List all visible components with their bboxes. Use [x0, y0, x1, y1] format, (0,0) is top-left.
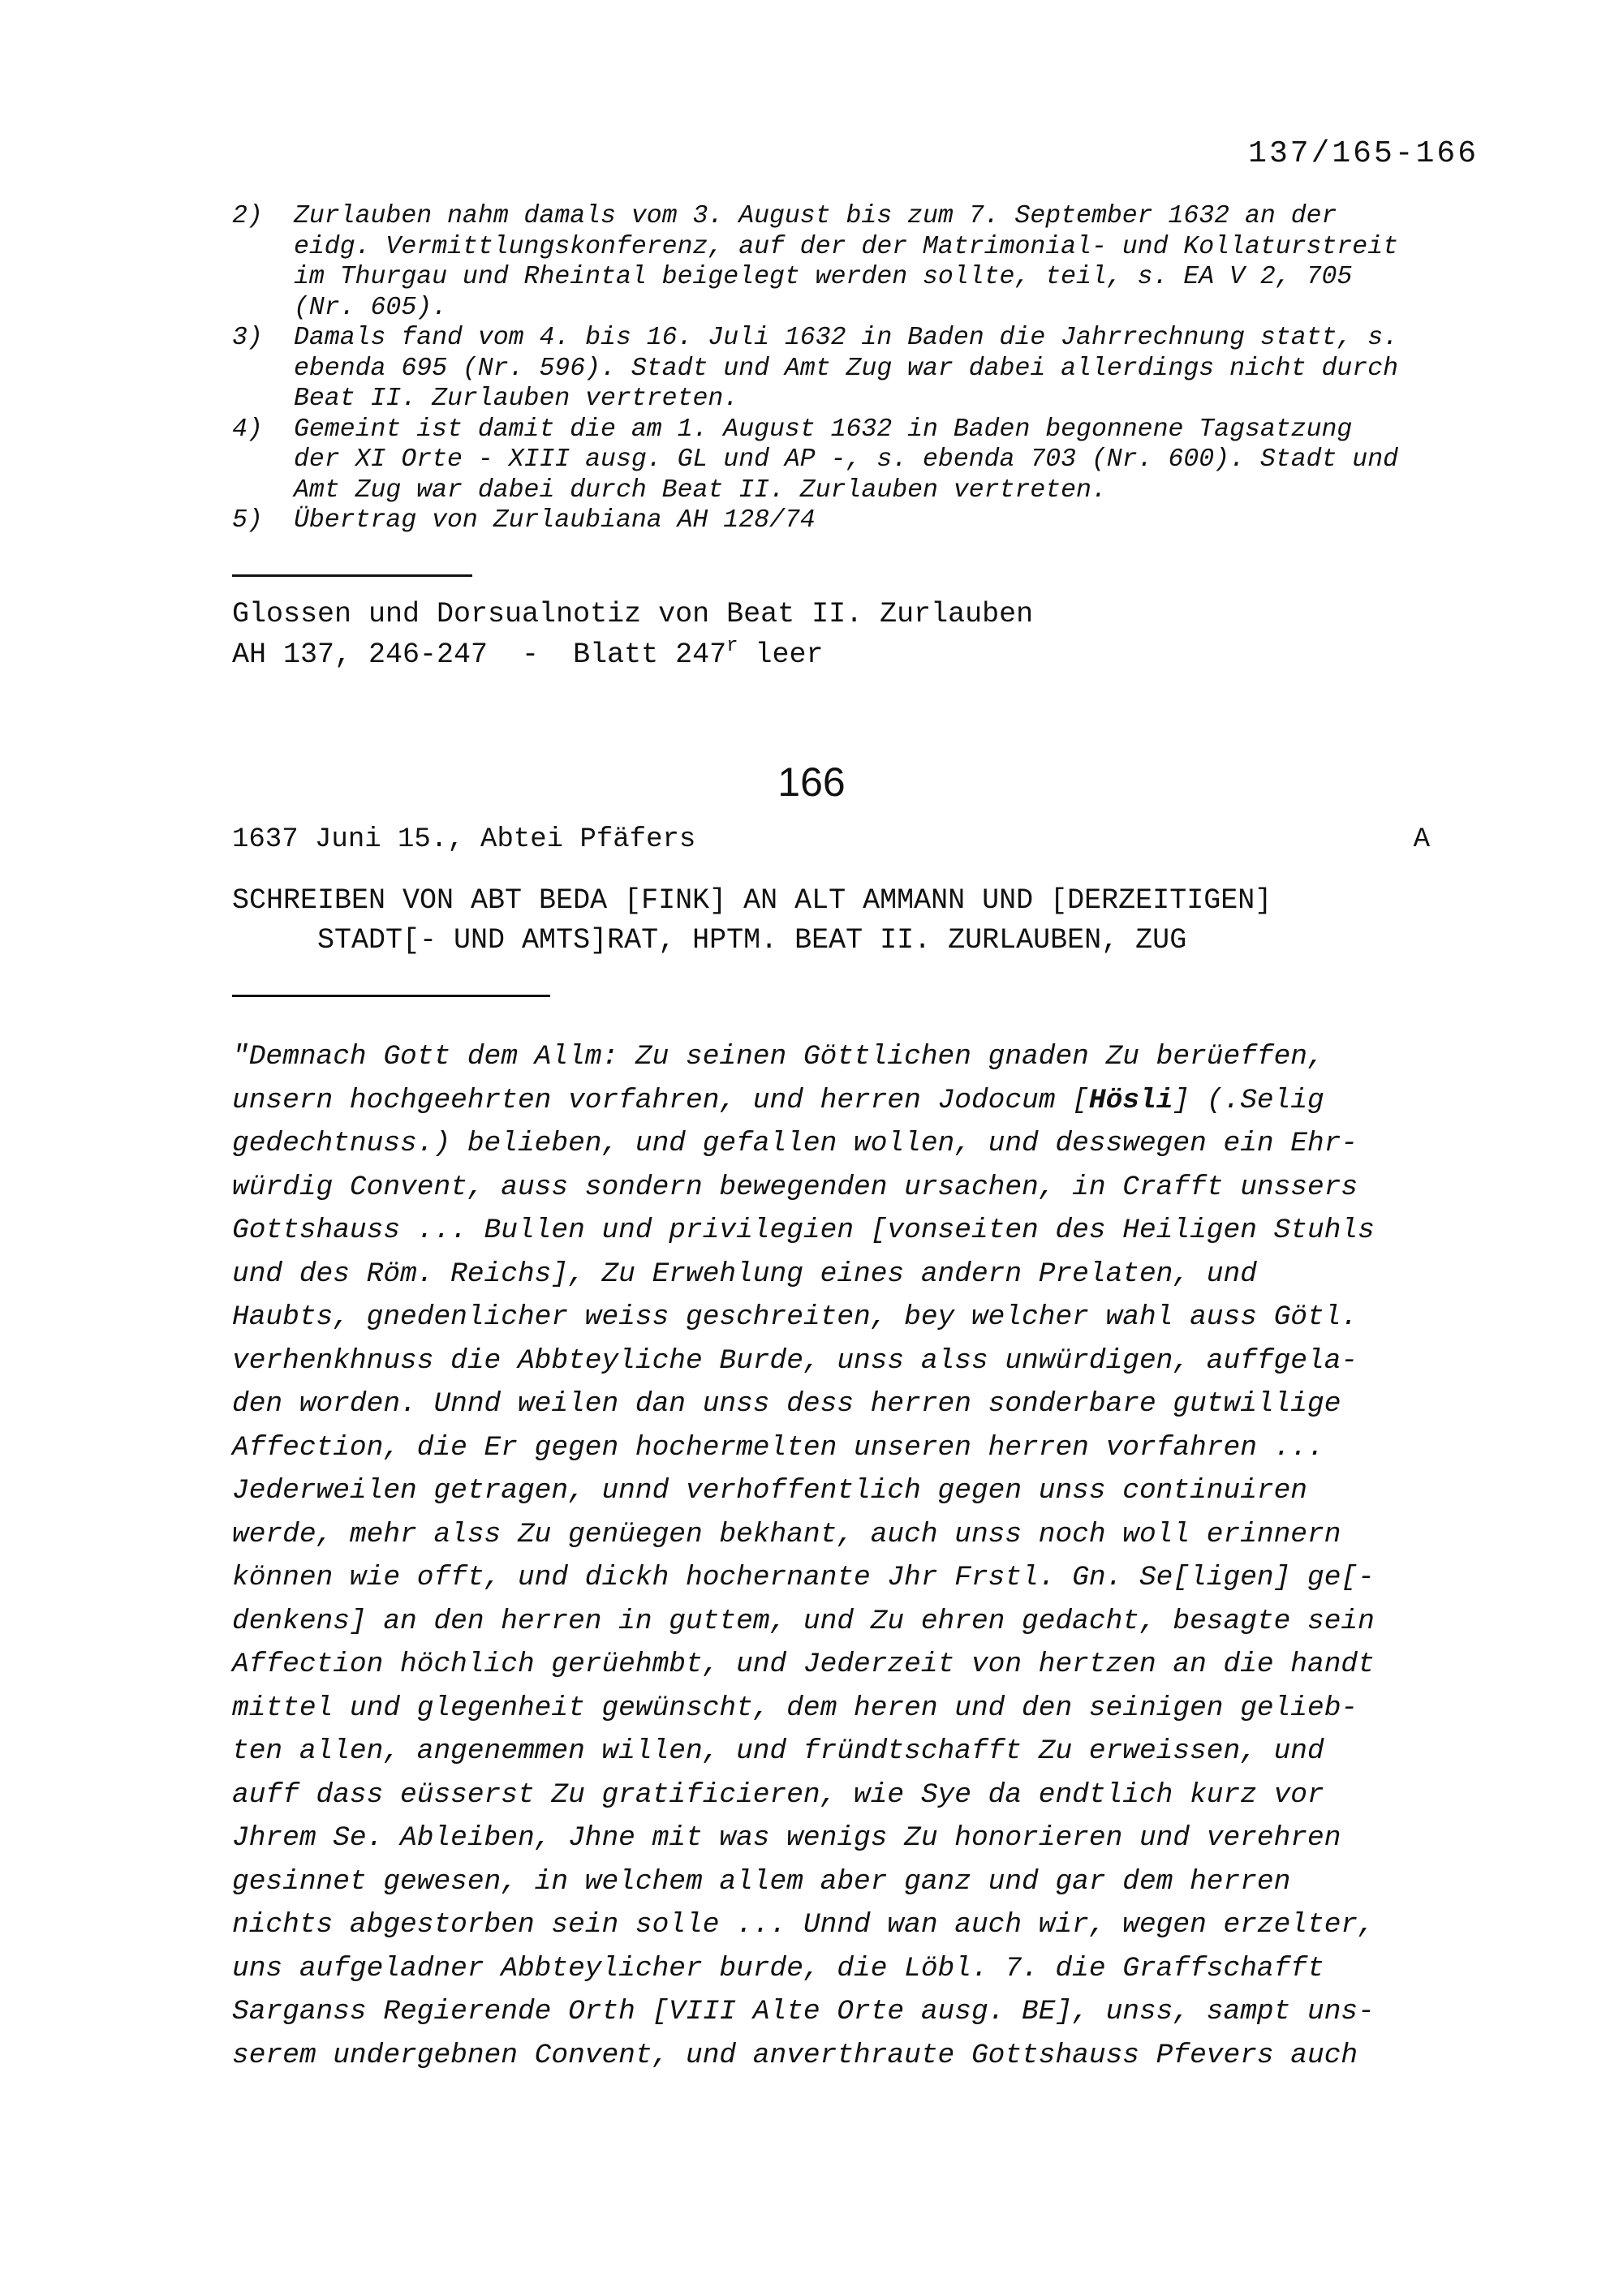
footnotes	[232, 201, 1482, 536]
footnote-line: Übertrag von Zurlaubiana AH 128/74	[294, 506, 816, 535]
footnote-number: 5)	[232, 506, 263, 535]
body-line: nichts abgestorben sein solle ... Unnd wan auch wir, wegen erzelter,	[232, 1909, 1375, 1941]
footnote-divider	[232, 574, 472, 577]
footnote-line: Zurlauben nahm damals vom 3. August bis zum 7. September 1632 an der	[294, 202, 1337, 230]
body-line: können wie offt, und dickh hochernante Jhr Frstl. Gn. Se[ligen] ge[-	[232, 1562, 1375, 1593]
date-place: 1637 Juni 15., Abtei Pfäfers	[232, 824, 696, 855]
body-line: verhenkhnuss die Abbteyliche Burde, unss alss unwürdigen, auffgela-	[232, 1344, 1358, 1377]
footnote-4	[232, 415, 1482, 506]
footnote-line: Amt Zug war dabei durch Beat II. Zurlauben vertreten.	[294, 475, 1107, 505]
body-line: und des Röm. Reichs], Zu Erwehlung eines andern Prelaten, und	[232, 1258, 1257, 1290]
footnote-3	[232, 323, 1482, 415]
footnote-number: 2)	[232, 202, 263, 230]
body-line: denkens] an den herren in guttem, und Zu ehren gedacht, besagte sein	[232, 1605, 1375, 1637]
body-line: gedechtnuss.) belieben, und gefallen wollen, und desswegen ein Ehr-	[232, 1128, 1358, 1159]
body-line: auff dass eüsserst Zu gratificieren, wie Sye da endtlich kurz vor	[232, 1778, 1324, 1811]
footnote-line: (Nr. 605).	[294, 293, 448, 322]
footnote-5	[232, 505, 1482, 536]
body-line: Jhrem Se. Ableiben, Jhne mit was wenigs Zu honorieren und verehren	[232, 1822, 1341, 1854]
body-line: "Demnach Gott dem Allm: Zu seinen Göttlichen gnaden Zu berüeffen,	[232, 1041, 1324, 1073]
body-line: Affection, die Er gegen hochermelten unseren herren vorfahren ...	[232, 1431, 1324, 1464]
footnote-line: eidg. Vermittlungskonferenz, auf der der Matrimonial- und Kollaturstreit	[294, 232, 1399, 261]
body-line: Affection höchlich gerüehmbt, und Jederzeit von hertzen an die handt	[232, 1649, 1375, 1680]
date-line	[232, 824, 1430, 855]
footnote-number: 3)	[232, 324, 263, 352]
document-heading	[232, 881, 1482, 961]
heading-divider	[232, 995, 550, 997]
footnote-number: 4)	[232, 415, 263, 444]
letter-body	[232, 1035, 1498, 2077]
body-line: Sarganss Regierende Orth [VIII Alte Orte ausg. BE], unss, sampt uns-	[232, 1996, 1375, 2027]
glossen-line-2: AH 137, 246-247 - Blatt 247$^r$ leer	[232, 635, 824, 671]
footnote-line: ebenda 695 (Nr. 596). Stadt und Amt Zug war dabei allerdings nicht durch	[294, 354, 1399, 383]
footnote-line: Gemeint ist damit die am 1. August 1632 in Baden begonnene Tagsatzung	[294, 415, 1353, 444]
footnote-line: im Thurgau und Rheintal beigelegt werden sollte, teil, s. EA V 2, 705	[294, 263, 1353, 291]
body-line: würdig Convent, auss sondern bewegenden ursachen, in Crafft unssers	[232, 1171, 1358, 1203]
document-number: 166	[777, 759, 846, 805]
body-line: gesinnet gewesen, in welchem allem aber ganz und gar dem herren	[232, 1865, 1291, 1898]
body-line: ten allen, angenemmen willen, und fründtschafft Zu erweissen, und	[232, 1735, 1324, 1767]
footnote-line: Damals fand vom 4. bis 16. Juli 1632 in Baden die Jahrrechnung statt, s.	[294, 324, 1399, 352]
body-line: uns aufgeladner Abbteylicher burde, die Löbl. 7. die Graffschafft	[232, 1952, 1324, 1984]
body-line: werde, mehr alss Zu genüegen bekhant, auch unss noch woll erinnern	[232, 1518, 1341, 1550]
page-number: 137/165-166	[1248, 136, 1479, 171]
footnote-2	[232, 201, 1482, 323]
body-line: Gottshauss ... Bullen und privilegien [vonseiten des Heiligen Stuhls	[232, 1215, 1375, 1246]
footnote-line: der XI Orte - XIII ausg. GL und AP -, s. ebenda 703 (Nr. 600). Stadt und	[294, 445, 1399, 474]
heading-line-1: SCHREIBEN VON ABT BEDA [FINK] AN ALT AMMANN UND [DERZEITIGEN]	[232, 884, 1272, 917]
body-line: Haubts, gnedenlicher weiss geschreiten, bey welcher wahl auss Götl.	[232, 1301, 1358, 1333]
body-line: unsern hochgeehrten vorfahren, und herren Jodocum [Hösli] (.Selig	[232, 1084, 1324, 1116]
type-marker: A	[1413, 824, 1430, 855]
body-line: serem undergebnen Convent, und anverthraute Gottshauss Pfevers auch	[232, 2039, 1358, 2071]
glossen-note	[232, 594, 1033, 675]
footnote-line: Beat II. Zurlauben vertreten.	[294, 385, 739, 413]
glossen-line-1: Glossen und Dorsualnotiz von Beat II. Zurlauben	[232, 598, 1034, 630]
body-line: Jederweilen getragen, unnd verhoffentlich gegen unss continuiren	[232, 1475, 1308, 1507]
recto-superscript: r	[726, 635, 738, 657]
body-line: den worden. Unnd weilen dan unss dess herren sonderbare gutwillige	[232, 1388, 1341, 1420]
body-line: mittel und glegenheit gewünscht, dem heren und den seinigen gelieb-	[232, 1692, 1358, 1724]
bold-name: Hösli	[1088, 1084, 1173, 1116]
heading-line-2: STADT[- UND AMTS]RAT, HPTM. BEAT II. ZURLAUBEN, ZUG	[232, 924, 1187, 957]
